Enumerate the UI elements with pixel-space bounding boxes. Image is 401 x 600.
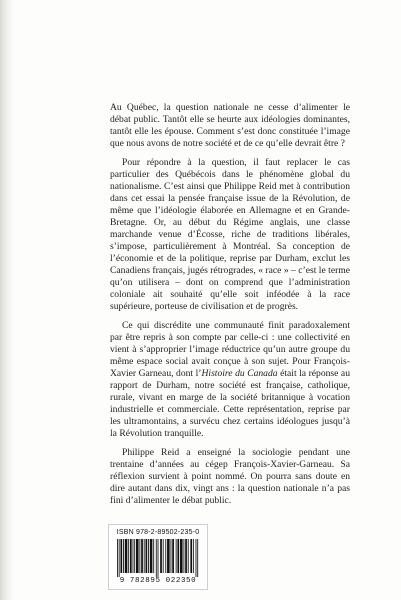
barcode-digits: 9 782895 022350 <box>119 577 197 585</box>
spine-shadow <box>0 0 14 600</box>
blurb-paragraph-2: Pour répondre à la question, il faut replacer le cas particulier des Québécois dans le phénomène global du nationalisme. C’est ainsi que Philippe Reid met à contribution dans cet essai la pensée française issue de la Révolution, de même que l’idéologie élaborée en Allemagne et en Grande-Bretagne. Or, au début du Régime anglais, une classe marchande venue d’Écosse, riche de traditions libérales, s’impose, particulièrement à Montréal. Sa conception de l’économie et de la politique, reprise par Durham, exclut les Canadiens français, jugés rétrogrades, « race » – c’est le terme qu’on utilisera – dont on comprend que l’administration coloniale ait souhaité qu’elle soit inféodée à la race supérieure, porteuse de civilisation et de progrès. <box>110 157 350 312</box>
book-title-reference: Histoire du Canada <box>201 368 278 379</box>
back-cover-blurb <box>110 102 350 514</box>
barcode-icon <box>117 539 199 577</box>
blurb-paragraph-3 <box>110 320 350 440</box>
blurb-paragraph-4: Philippe Reid a enseigné la sociologie pendant une trentaine d’années au cégep François-Xavier-Garneau. Sa réflexion survient à point nommé. On pourra sans doute en dire autant dans dix, vingt ans : la question nationale n’a pas fini d’alimenter le débat public. <box>110 447 350 506</box>
isbn-barcode-box <box>108 524 208 590</box>
isbn-label: ISBN 978-2-89502-235-0 <box>116 529 200 536</box>
blurb-paragraph-3-end: était la réponse au rapport de Durham, notre société est française, catholique, rurale, vivant en marge de la société britannique à vocation industrielle et commerciale. Cette représentation, reprise par les ultramontains, a survécu chez certains idéologues jusqu’à la Révolution tranquille. <box>110 368 350 439</box>
blurb-paragraph-1: Au Québec, la question nationale ne cesse d’alimenter le débat public. Tantôt elle se heurte aux idéologies dominantes, tantôt elle les épouse. Comment s’est donc constituée l’image que nous avons de notre société et de ce qu’elle devrait être ? <box>110 102 350 149</box>
blurb-paragraph-3-start: Ce qui discrédite une communauté finit paradoxalement par être repris à son compte par celle-ci : une collectivité en vient à s’approprier l’image réductrice qu’un autre groupe du même espace social avait conçue à son sujet. Pour François-Xavier Garneau, dont l’ <box>110 320 350 379</box>
